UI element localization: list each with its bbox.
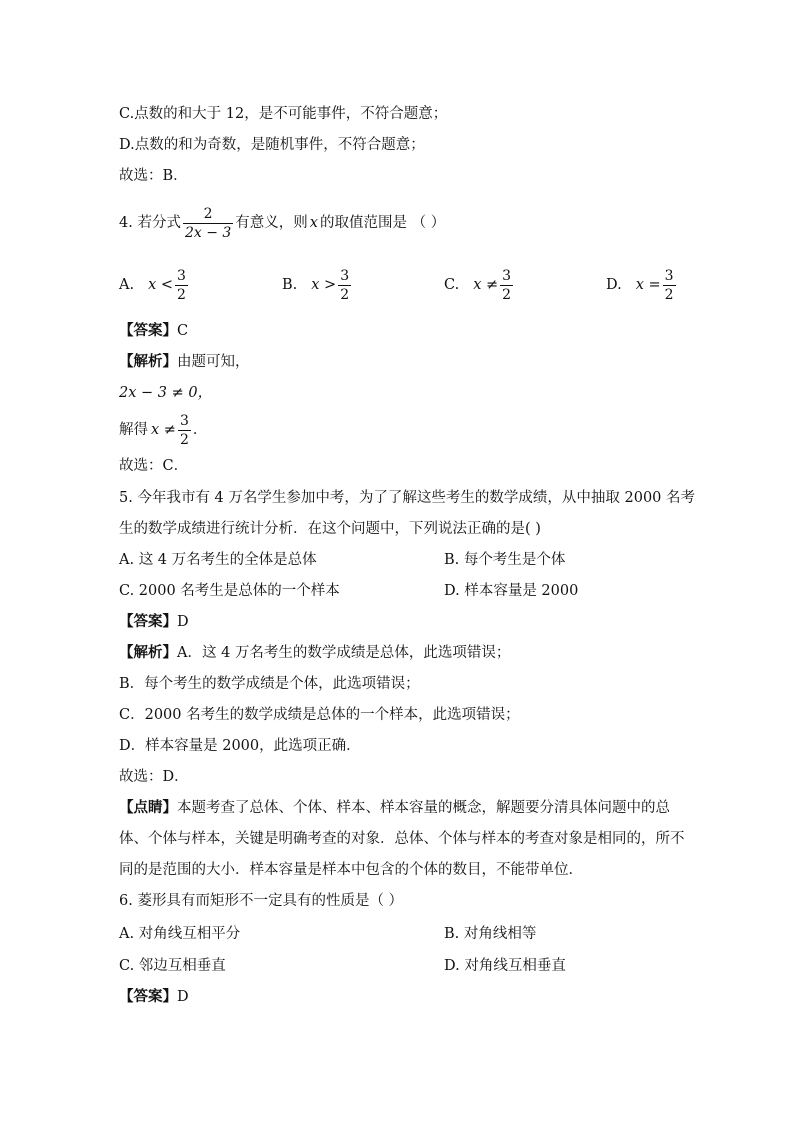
q5-answer — [119, 612, 189, 632]
q4-option-a-fraction — [175, 269, 188, 302]
q4-step-solution — [119, 410, 207, 450]
q4-option-b-denominator: 2 — [340, 286, 350, 303]
q6-stem: 6. 菱形具有而矩形不一定具有的性质是（ ） — [119, 893, 404, 909]
q4-option-a-label: A. — [119, 277, 135, 293]
q4-answer-tag: 【答案】 — [119, 323, 177, 339]
q4-solution-denominator: 2 — [179, 431, 189, 448]
q5-analysis-4: D．样本容量是 2000，此选项正确． — [119, 738, 361, 754]
q4-conclusion: 故选：C． — [119, 458, 189, 474]
q5-comment-line-2: 体、个体与样本，关键是明确考查的对象．总体、个体与样本的考查对象是相同的，所不 — [119, 831, 685, 847]
q4-option-d-fraction — [663, 269, 676, 302]
q5-comment-tag: 【点睛】 — [119, 800, 177, 816]
q4-stem-suffix: 的取值范围是 （ ） — [319, 215, 446, 231]
q5-comment-line-3: 同的是范围的大小．样本容量是样本中包含的个体的数目，不能带单位． — [119, 862, 583, 878]
q4-stem — [119, 203, 445, 243]
q4-option-a — [119, 265, 190, 305]
q4-fraction-numerator: 2 — [203, 205, 213, 222]
q6-answer-value: D — [177, 989, 189, 1005]
q5-option-c: C. 2000 名考生是总体的一个样本 — [119, 583, 340, 599]
q4-option-d-label: D. — [606, 277, 622, 293]
q5-stem-line-1: 5. 今年我市有 4 万名学生参加中考，为了了解这些考生的数学成绩，从中抽取 2000 名考 — [119, 490, 696, 506]
q4-option-b-fraction — [338, 269, 351, 302]
q4-option-c-label: C. — [444, 277, 460, 293]
q5-analysis-text-1: A．这 4 万名考生的数学成绩是总体，此选项错误； — [177, 645, 511, 661]
q5-answer-tag: 【答案】 — [119, 614, 177, 630]
q4-option-b — [282, 265, 353, 305]
q4-option-b-numerator: 3 — [340, 267, 350, 284]
q5-analysis-tag: 【解析】 — [119, 645, 177, 661]
q4-solution-fraction — [178, 414, 191, 447]
q4-option-a-numerator: 3 — [177, 267, 186, 284]
q4-fraction-denominator: 2x − 3 — [184, 224, 232, 241]
prev-option-c-explanation: C.点数的和大于 12，是不可能事件，不符合题意； — [119, 106, 448, 122]
q5-option-d: D. 样本容量是 2000 — [444, 583, 579, 599]
q5-option-a: A. 这 4 万名考生的全体是总体 — [119, 552, 317, 568]
q4-option-c-numerator: 3 — [502, 267, 512, 284]
q4-option-a-relation: x < — [148, 277, 174, 293]
prev-conclusion: 故选：B． — [119, 168, 188, 184]
q4-fraction — [183, 207, 233, 240]
q6-option-d: D. 对角线互相垂直 — [444, 958, 566, 974]
q4-option-d-denominator: 2 — [664, 286, 674, 303]
q4-option-d — [606, 265, 678, 305]
q4-stem-mid: 有意义，则 — [235, 215, 308, 231]
q4-option-c-relation: x ≠ — [473, 277, 499, 293]
q5-comment-line-1 — [119, 798, 670, 818]
q4-option-b-label: B. — [282, 277, 298, 293]
q4-answer-value: C — [177, 323, 189, 339]
q4-stem-variable: x — [309, 215, 318, 231]
q6-option-b: B. 对角线相等 — [444, 926, 537, 942]
q4-analysis — [119, 352, 250, 372]
q4-solution-prefix: 解得 — [119, 422, 148, 438]
q4-step-inequality: 2x − 3 ≠ 0， — [119, 385, 213, 401]
q4-solution-numerator: 3 — [179, 412, 189, 429]
q4-analysis-tag: 【解析】 — [119, 354, 177, 370]
q4-option-d-numerator: 3 — [664, 267, 674, 284]
q6-option-a: A. 对角线互相平分 — [119, 926, 241, 942]
q6-answer — [119, 987, 189, 1007]
q4-option-c — [444, 265, 515, 305]
q4-option-b-relation: x > — [311, 277, 337, 293]
q5-analysis-2: B．每个考生的数学成绩是个体，此选项错误； — [119, 676, 420, 692]
q5-analysis-3: C．2000 名考生的数学成绩是总体的一个样本，此选项错误； — [119, 707, 520, 723]
q5-conclusion: 故选：D． — [119, 769, 189, 785]
q5-stem-line-2: 生的数学成绩进行统计分析．在这个问题中，下列说法正确的是( ) — [119, 521, 541, 537]
q4-option-c-fraction — [500, 269, 513, 302]
q4-solution-relation: x ≠ — [151, 422, 176, 438]
q4-stem-prefix: 4. 若分式 — [119, 215, 181, 231]
prev-option-d-explanation: D.点数的和为奇数，是随机事件，不符合题意； — [119, 137, 425, 153]
q5-answer-value: D — [177, 614, 189, 630]
q4-option-a-denominator: 2 — [177, 286, 186, 303]
q6-option-c: C. 邻边互相垂直 — [119, 958, 226, 974]
q4-option-d-relation: x = — [635, 277, 661, 293]
q5-analysis — [119, 643, 510, 663]
q5-option-b: B. 每个考生是个体 — [444, 552, 566, 568]
q4-analysis-text: 由题可知， — [177, 354, 250, 370]
q4-solution-suffix: ． — [192, 422, 208, 438]
q4-option-c-denominator: 2 — [502, 286, 512, 303]
q5-comment-text-1: 本题考查了总体、个体、样本、样本容量的概念，解题要分清具体问题中的总 — [177, 800, 670, 816]
q4-answer — [119, 321, 188, 341]
q6-answer-tag: 【答案】 — [119, 989, 177, 1005]
